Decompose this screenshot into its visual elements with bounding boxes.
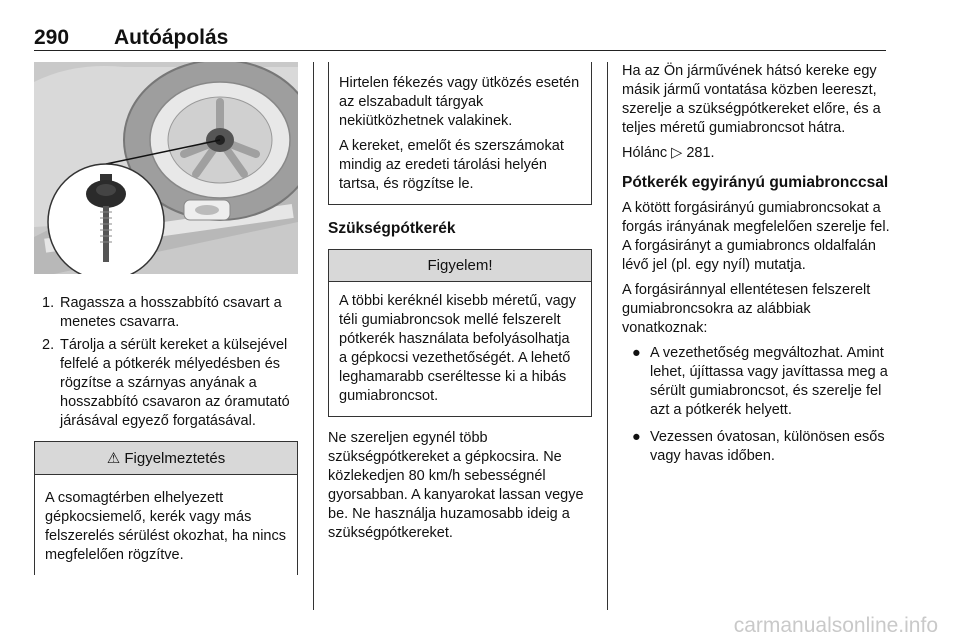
step-number: 2. — [42, 337, 55, 353]
notice-box — [328, 249, 592, 417]
column-divider — [607, 62, 608, 610]
warning-text: A csomagtérben elhelyezett gépkocsiemelő, kerék vagy más felszerelés sérülést okozhat, ha nincs megfelelően rögzítve. — [45, 490, 286, 563]
column-right — [622, 62, 890, 474]
bullet-icon: ● — [632, 345, 641, 361]
spare-wheel-illustration — [34, 62, 298, 274]
reference-page: 281. — [686, 145, 715, 161]
warning-icon: ⚠ — [106, 450, 121, 467]
list-item — [34, 336, 298, 431]
column-middle — [328, 62, 592, 549]
body-paragraph: Ha az Ön járművének hátsó kereke egy másik jármű vontatása közben leereszt, szerelje a szükségpótkereket előre, és a teljes méretű gumiabroncsot hátra. — [622, 63, 881, 136]
step-text: Ragassza a hosszabbító csavart a menetes csavarra. — [60, 295, 282, 330]
bullet-list — [622, 344, 890, 466]
body-paragraph: A kötött forgásirányú gumiabroncsokat a forgás irányának megfelelően szerelje fel. A forgásirányt a gumiabroncs oldalfalán lévő jel (pl. egy nyíl) mutatja. — [622, 200, 890, 273]
step-number: 1. — [42, 295, 55, 311]
page-reference-icon: ▷ — [671, 145, 683, 161]
warning-continued-text: Hirtelen fékezés vagy ütközés esetén az elszabadult tárgyak nekiütközhetnek valakinek. — [339, 75, 580, 129]
step-text: Tárolja a sérült kereket a külsejével felfelé a pótkerék mélyedésben és rögzítse a szárnyas anyának a hosszabbító csavaron az óramutató járásával egyező forgatásával. — [60, 337, 290, 429]
watermark: carmanualsonline.info — [733, 614, 938, 637]
section-title: Szükségpótkerék — [328, 220, 456, 237]
body-paragraph: Ne szereljen egynél több szükségpótkereket a gépkocsira. Ne közlekedjen 80 km/h sebességnél gyorsabban. A kanyarokat lassan vegye be. Ne használja huzamosabb ideig a szükségpótkereket. — [328, 430, 584, 541]
bullet-text: A vezethetőség megváltozhat. Amint lehet, újíttassa vagy javíttassa meg a sérült gumiabroncsot, és szerelje fel azt a pótkerék helyett. — [650, 345, 888, 418]
page-title: Autóápolás — [114, 26, 229, 49]
warning-header — [35, 442, 297, 475]
bullet-text: Vezessen óvatosan, különösen esős vagy havas időben. — [650, 429, 885, 464]
bullet-icon: ● — [632, 429, 641, 445]
column-left — [34, 62, 298, 575]
body-paragraph: A forgásiránnyal ellentétesen felszerelt gumiabroncsokra az alábbiak vonatkoznak: — [622, 282, 871, 336]
reference-text: Hólánc — [622, 145, 668, 161]
list-item — [622, 344, 890, 420]
cross-reference — [622, 144, 890, 163]
warning-box-continued — [328, 62, 592, 205]
page-number: 290 — [34, 26, 70, 49]
list-item — [622, 428, 890, 466]
notice-text: A többi keréknél kisebb méretű, vagy téli gumiabroncsok mellé felszerelt pótkerék használata befolyásolhatja a gépkocsi vezethetőségét. A lehető leghamarabb cseréltesse ki a hibás gumiabroncsot. — [339, 293, 576, 404]
warning-continued-body — [329, 62, 591, 204]
warning-title: Figyelmeztetés — [124, 450, 226, 467]
page-header — [34, 20, 886, 51]
warning-box — [34, 441, 298, 575]
section-title: Pótkerék egyirányú gumiabronccsal — [622, 174, 889, 191]
list-item — [34, 294, 298, 332]
column-divider — [313, 62, 314, 610]
warning-continued-text: A kereket, emelőt és szerszámokat mindig az eredeti tárolási helyén tartsa, és rögzítse le. — [339, 138, 564, 192]
instruction-steps — [34, 294, 298, 431]
notice-title: Figyelem! — [329, 250, 591, 282]
